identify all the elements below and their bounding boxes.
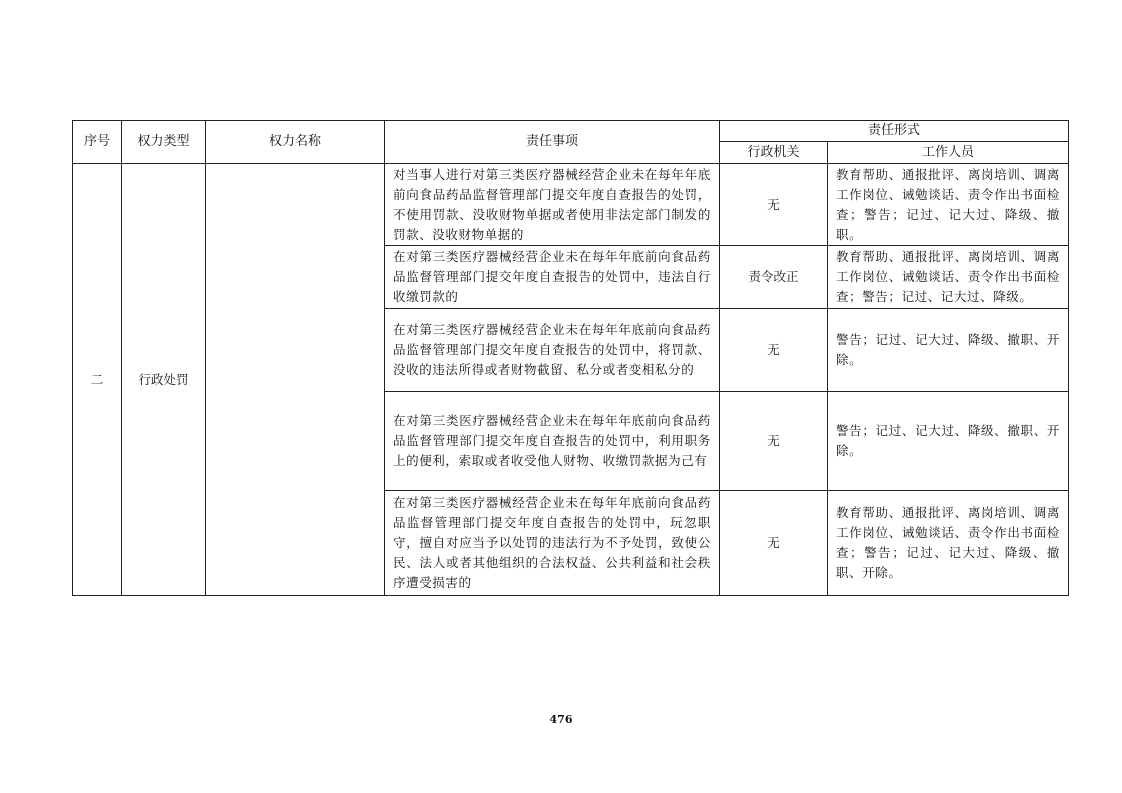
matter-cell: 在对第三类医疗器械经营企业未在每年年底前向食品药品监督管理部门提交年度自查报告的处罚中，违法自行收缴罚款的 (385, 246, 720, 309)
header-seq: 序号 (73, 121, 122, 164)
group-power-type-cell: 行政处罚 (122, 164, 206, 596)
organ-cell: 无 (720, 309, 828, 392)
organ-cell: 责令改正 (720, 246, 828, 309)
responsibility-table (72, 120, 1069, 596)
matter-cell: 在对第三类医疗器械经营企业未在每年年底前向食品药品监督管理部门提交年度自查报告的处罚中，将罚款、没收的违法所得或者财物截留、私分或者变相私分的 (385, 309, 720, 392)
header-admin-organ: 行政机关 (720, 142, 828, 164)
staff-cell: 警告；记过、记大过、降级、撤职、开除。 (828, 392, 1069, 491)
staff-cell: 教育帮助、通报批评、离岗培训、调离工作岗位、诫勉谈话、责令作出书面检查；警告；记过、记大过、降级。 (828, 246, 1069, 309)
table-row (73, 164, 1069, 246)
matter-cell: 在对第三类医疗器械经营企业未在每年年底前向食品药品监督管理部门提交年度自查报告的处罚中，利用职务上的便利，索取或者收受他人财物、收缴罚款据为己有 (385, 392, 720, 491)
header-power-name: 权力名称 (206, 121, 385, 164)
header-staff: 工作人员 (828, 142, 1069, 164)
staff-cell: 教育帮助、通报批评、离岗培训、调离工作岗位、诫勉谈话、责令作出书面检查；警告；记过、记大过、降级、撤职。 (828, 164, 1069, 246)
header-responsibility-matter: 责任事项 (385, 121, 720, 164)
organ-cell: 无 (720, 491, 828, 596)
header-power-type: 权力类型 (122, 121, 206, 164)
group-power-name-cell (206, 164, 385, 596)
staff-cell: 教育帮助、通报批评、离岗培训、调离工作岗位、诫勉谈话、责令作出书面检查；警告；记过、记大过、降级、撤职、开除。 (828, 491, 1069, 596)
staff-cell: 警告；记过、记大过、降级、撤职、开除。 (828, 309, 1069, 392)
organ-cell: 无 (720, 164, 828, 246)
page-number: 476 (549, 713, 573, 726)
header-responsibility-form: 责任形式 (720, 121, 1069, 142)
matter-cell: 对当事人进行对第三类医疗器械经营企业未在每年年底前向食品药品监督管理部门提交年度自查报告的处罚，不使用罚款、没收财物单据或者使用非法定部门制发的罚款、没收财物单据的 (385, 164, 720, 246)
organ-cell: 无 (720, 392, 828, 491)
matter-cell: 在对第三类医疗器械经营企业未在每年年底前向食品药品监督管理部门提交年度自查报告的处罚中，玩忽职守，擅自对应当予以处罚的违法行为不予处罚，致使公民、法人或者其他组织的合法权益、公共利益和社会秩序遭受损害的 (385, 491, 720, 596)
group-seq-cell: 二 (73, 164, 122, 596)
